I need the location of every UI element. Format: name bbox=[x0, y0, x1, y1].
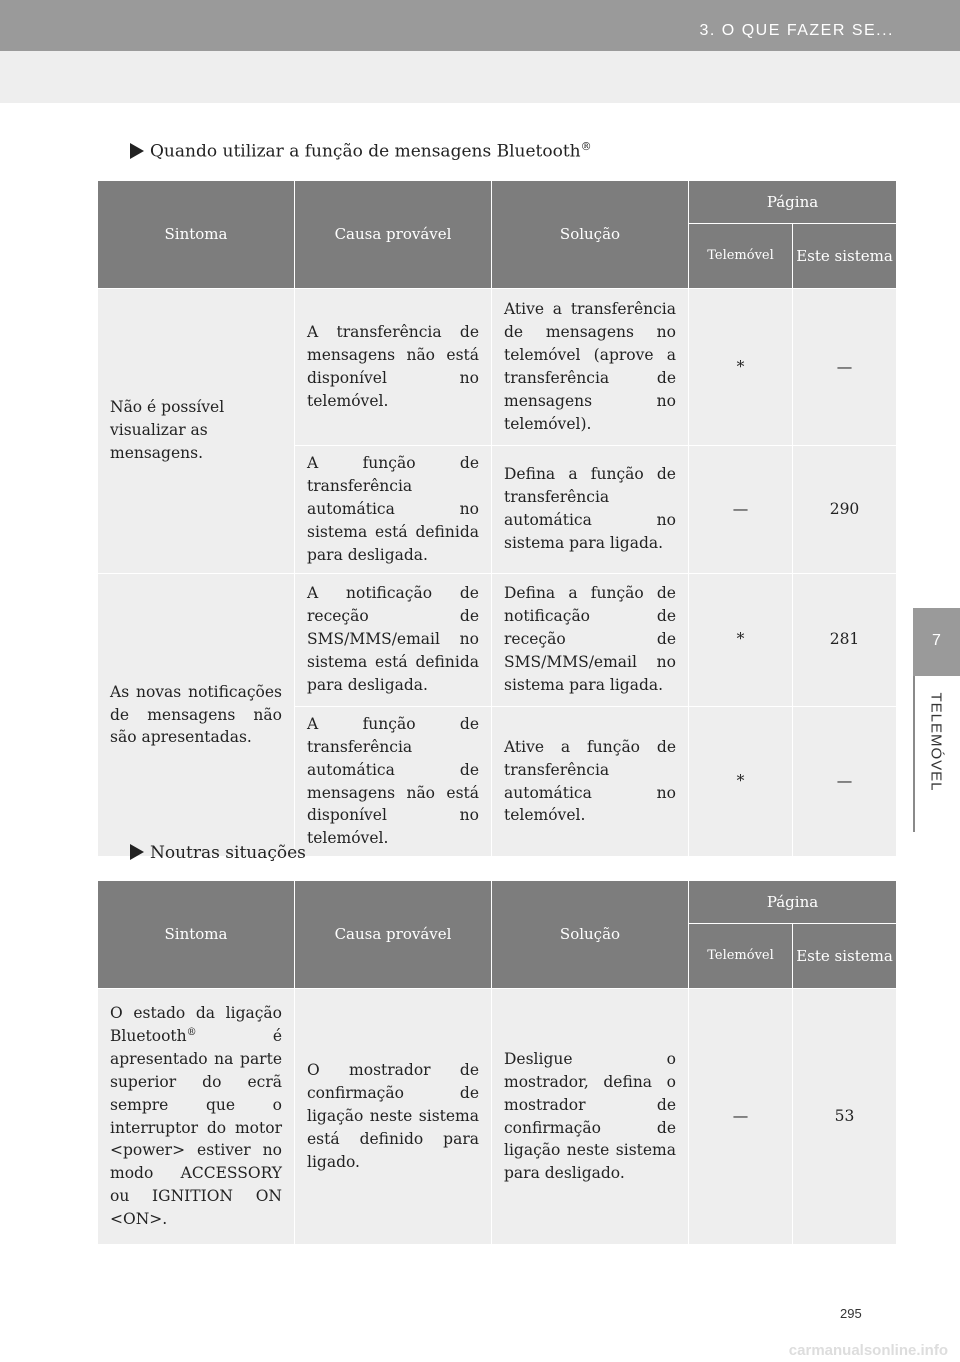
sintoma-text-pre: O estado da ligação Bluetooth bbox=[110, 1003, 282, 1045]
table-row bbox=[98, 573, 897, 706]
cell-solucao: Ative a transferência de mensagens no telemóvel (aprove a transferência de mensagens no telemóvel). bbox=[492, 289, 689, 446]
page-number: 295 bbox=[840, 1306, 862, 1321]
cell-este-sistema: 53 bbox=[793, 989, 897, 1245]
chapter-label: TELEMÓVEL bbox=[927, 692, 945, 792]
cell-sintoma bbox=[98, 989, 295, 1245]
table-row bbox=[98, 289, 897, 446]
col-este-sistema: Este sistema bbox=[793, 924, 897, 989]
cell-este-sistema: — bbox=[793, 289, 897, 446]
cell-este-sistema: 281 bbox=[793, 573, 897, 706]
cell-causa: A função de transferência automática de mensagens não está disponível no telemóvel. bbox=[295, 706, 492, 857]
section-heading-other bbox=[130, 843, 306, 863]
col-sintoma: Sintoma bbox=[98, 881, 295, 989]
sintoma-text-post: é apresentado na parte superior do ecrã sempre que o interruptor do motor <power> estiver no modo ACCESSORY ou IGNITION ON <ON>. bbox=[110, 1026, 282, 1229]
table-header-row bbox=[98, 181, 897, 224]
watermark: carmanualsonline.info bbox=[788, 1342, 948, 1359]
cell-telemovel: * bbox=[689, 289, 793, 446]
cell-este-sistema: — bbox=[793, 706, 897, 857]
cell-causa: A transferência de mensagens não está disponível no telemóvel. bbox=[295, 289, 492, 446]
cell-solucao: Ative a função de transferência automática no telemóvel. bbox=[492, 706, 689, 857]
chapter-divider bbox=[913, 676, 915, 832]
col-telemovel: Telemóvel bbox=[689, 924, 793, 989]
cell-telemovel: — bbox=[689, 989, 793, 1245]
cell-telemovel: * bbox=[689, 706, 793, 857]
table-header-row bbox=[98, 881, 897, 924]
other-situations-table bbox=[97, 880, 897, 1245]
cell-telemovel: * bbox=[689, 573, 793, 706]
chapter-number: 7 bbox=[932, 632, 941, 649]
col-solucao: Solução bbox=[492, 881, 689, 989]
cell-causa: A notificação de receção de SMS/MMS/email no sistema está definida para desligada. bbox=[295, 573, 492, 706]
cell-solucao: Defina a função de notificação de receção de SMS/MMS/email no sistema para ligada. bbox=[492, 573, 689, 706]
col-solucao: Solução bbox=[492, 181, 689, 289]
col-causa: Causa provável bbox=[295, 881, 492, 989]
cell-causa: O mostrador de confirmação de ligação neste sistema está definido para ligado. bbox=[295, 989, 492, 1245]
registered-mark: ® bbox=[580, 140, 592, 153]
table-row bbox=[98, 989, 897, 1245]
triangle-arrow-icon bbox=[130, 844, 144, 860]
section-heading-text: Noutras situações bbox=[150, 843, 306, 863]
triangle-arrow-icon bbox=[130, 143, 144, 159]
cell-sintoma: Não é possível visualizar as mensagens. bbox=[98, 289, 295, 574]
cell-sintoma: As novas notificações de mensagens não são apresentadas. bbox=[98, 573, 295, 857]
header-title: 3. O QUE FAZER SE... bbox=[699, 22, 894, 39]
cell-telemovel: — bbox=[689, 446, 793, 574]
col-telemovel: Telemóvel bbox=[689, 224, 793, 289]
col-sintoma: Sintoma bbox=[98, 181, 295, 289]
col-pagina: Página bbox=[689, 181, 897, 224]
cell-solucao: Desligue o mostrador, defina o mostrador de confirmação de ligação neste sistema para desligado. bbox=[492, 989, 689, 1245]
col-pagina: Página bbox=[689, 881, 897, 924]
col-este-sistema: Este sistema bbox=[793, 224, 897, 289]
chapter-tab bbox=[913, 608, 960, 676]
cell-este-sistema: 290 bbox=[793, 446, 897, 574]
col-causa: Causa provável bbox=[295, 181, 492, 289]
section-heading-text: Quando utilizar a função de mensagens Bluetooth bbox=[150, 141, 581, 162]
cell-causa: A função de transferência automática no sistema está definida para desligada. bbox=[295, 446, 492, 574]
section-heading-bluetooth bbox=[130, 140, 592, 162]
header-band bbox=[0, 51, 960, 103]
header-bar bbox=[0, 0, 960, 51]
bluetooth-messages-table bbox=[97, 180, 897, 857]
registered-mark: ® bbox=[186, 1026, 197, 1038]
cell-solucao: Defina a função de transferência automática no sistema para ligada. bbox=[492, 446, 689, 574]
